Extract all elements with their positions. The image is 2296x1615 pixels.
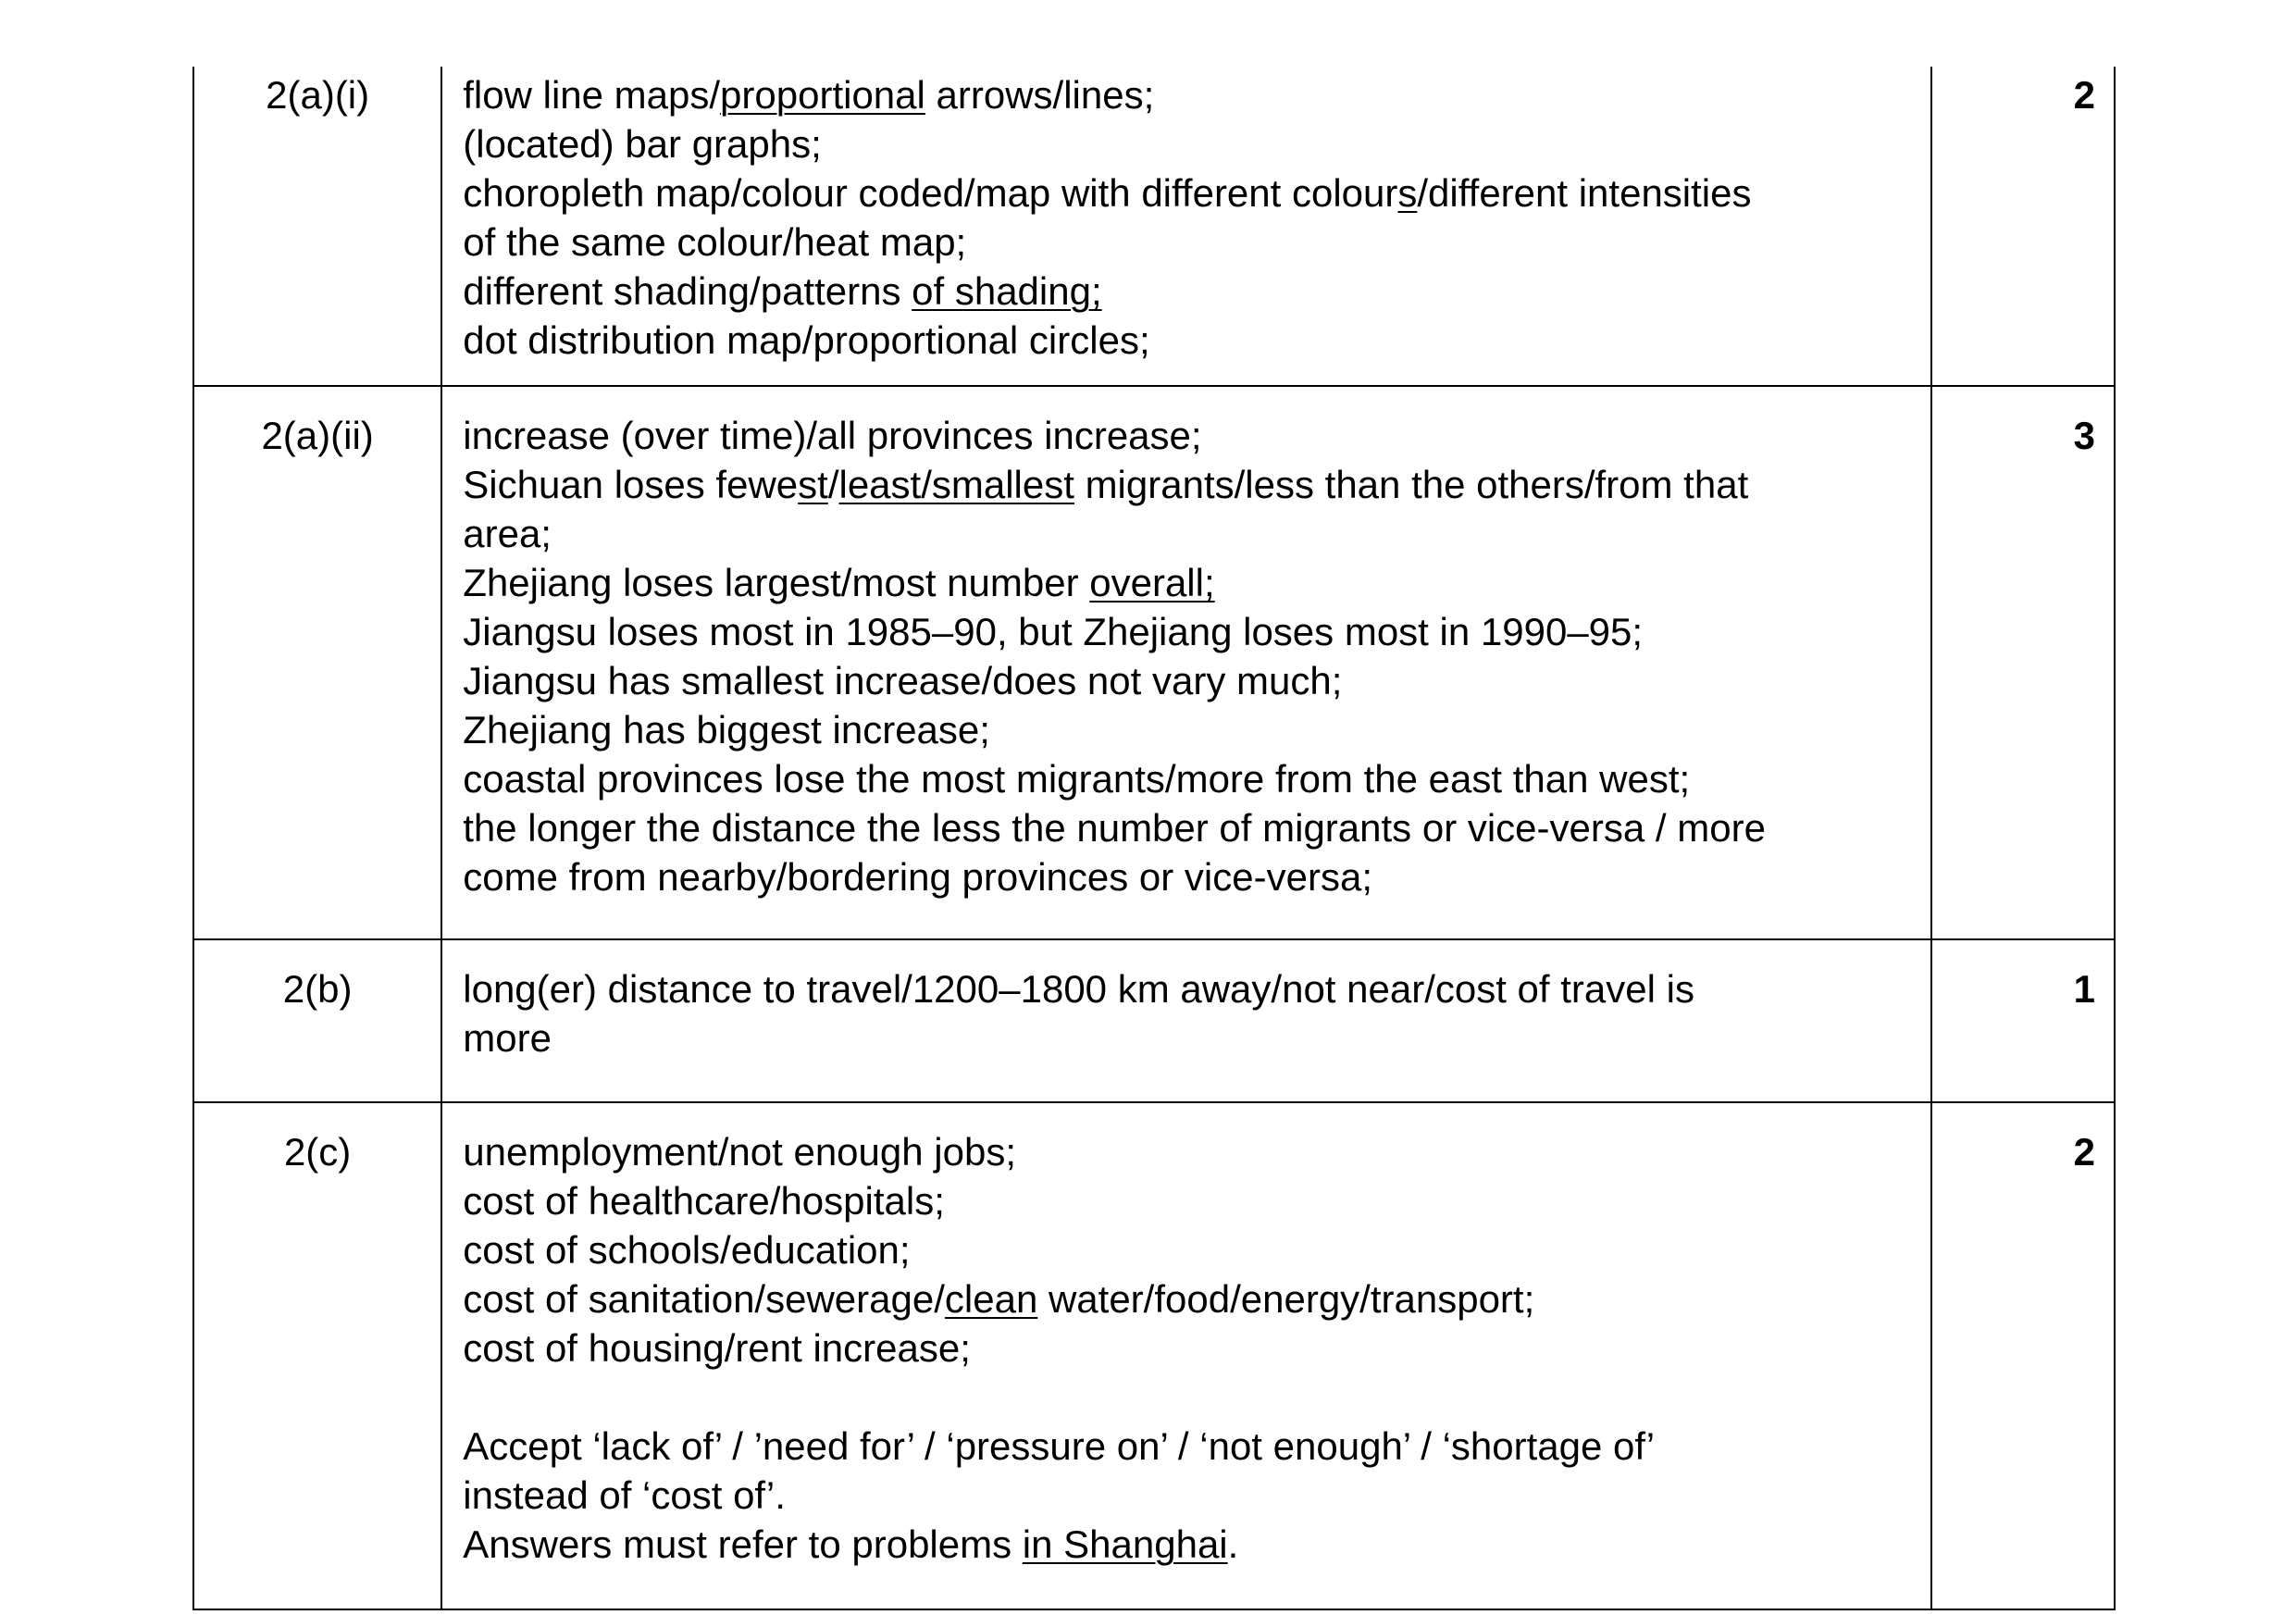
underlined-text: s: [1397, 171, 1418, 215]
answer-line: [463, 558, 1910, 607]
answer-line: [463, 119, 1910, 168]
answer-text: unemployment/not enough jobs;: [463, 1130, 1016, 1174]
answer-line: [463, 509, 1910, 558]
answer-text: more: [463, 1016, 552, 1060]
answer-text: /different intensities: [1417, 171, 1752, 215]
underlined-text: least/smallest: [838, 463, 1074, 506]
answer-line: [463, 705, 1910, 754]
answer-text: cost of healthcare/hospitals;: [463, 1179, 945, 1223]
marks-value: 2: [1931, 1102, 2115, 1609]
answer-line: [463, 70, 1910, 119]
answer-text: instead of ‘cost of’.: [463, 1473, 786, 1517]
answer-line: [463, 1013, 1910, 1062]
question-number: 2(b): [193, 939, 441, 1102]
question-number: 2(c): [193, 1102, 441, 1609]
answer-text: area;: [463, 512, 552, 555]
answer-line: [463, 803, 1910, 852]
answer-text: the longer the distance the less the number of migrants or vice-versa / more: [463, 806, 1766, 850]
answer-text: Accept ‘lack of’ / ’need for’ / ‘pressure on’ / ‘not enough’ / ‘shortage of’: [463, 1424, 1656, 1468]
underlined-text: st: [798, 463, 828, 506]
answer-text: dot distribution map/proportional circles;: [463, 318, 1150, 362]
answer-text: increase (over time)/all provinces increase;: [463, 414, 1202, 457]
underlined-text: in Shanghai: [1022, 1522, 1228, 1566]
blank-line: [463, 1373, 1910, 1422]
answer-line: [463, 852, 1910, 901]
answer-line: [463, 754, 1910, 803]
answer-line: [463, 1471, 1910, 1520]
answer-text: come from nearby/bordering provinces or vice-versa;: [463, 855, 1372, 899]
answer-text: different shading/patterns: [463, 269, 912, 313]
mark-scheme-row: [193, 939, 2115, 1102]
answer-cell: [441, 386, 1931, 939]
underlined-text: clean: [944, 1277, 1038, 1321]
question-number: 2(a)(ii): [193, 386, 441, 939]
mark-scheme-row: [193, 386, 2115, 939]
answer-text: Answers must refer to problems: [463, 1522, 1023, 1566]
answer-line: [463, 460, 1910, 509]
mark-scheme-row: [193, 1102, 2115, 1609]
answer-line: [463, 1274, 1910, 1323]
answer-line: [463, 607, 1910, 656]
answer-text: cost of housing/rent increase;: [463, 1326, 971, 1370]
answer-line: [463, 217, 1910, 267]
answer-text: arrows/lines;: [925, 73, 1155, 117]
answer-text: cost of sanitation/sewerage/: [463, 1277, 945, 1321]
answer-text: water/food/energy/transport;: [1037, 1277, 1535, 1321]
answer-text: Jiangsu loses most in 1985–90, but Zhejiang loses most in 1990–95;: [463, 610, 1644, 653]
underlined-text: overall;: [1089, 561, 1215, 604]
marks-value: 3: [1931, 386, 2115, 939]
answer-cell: [441, 1102, 1931, 1609]
answer-text: of the same colour/heat map;: [463, 220, 967, 264]
answer-text: choropleth map/colour coded/map with different colour: [463, 171, 1398, 215]
marks-value: 1: [1931, 939, 2115, 1102]
underlined-text: of shading;: [912, 269, 1102, 313]
answer-cell: [441, 67, 1931, 386]
answer-line: [463, 1422, 1910, 1471]
mark-scheme-table: [192, 67, 2116, 1610]
answer-line: [463, 1225, 1910, 1274]
answer-line: [463, 1323, 1910, 1373]
answer-text: /: [827, 463, 839, 506]
answer-line: [463, 168, 1910, 217]
answer-text: cost of schools/education;: [463, 1228, 911, 1272]
answer-line: [463, 1127, 1910, 1176]
answer-text: flow line maps/: [463, 73, 721, 117]
answer-text: coastal provinces lose the most migrants/more from the east than west;: [463, 757, 1691, 801]
answer-line: [463, 964, 1910, 1013]
answer-text: Zhejiang loses largest/most number: [463, 561, 1090, 604]
mark-scheme-row: [193, 67, 2115, 386]
answer-text: (located) bar graphs;: [463, 122, 822, 166]
answer-text: Jiangsu has smallest increase/does not vary much;: [463, 659, 1343, 702]
answer-text: Zhejiang has biggest increase;: [463, 708, 990, 752]
answer-line: [463, 656, 1910, 705]
answer-line: [463, 316, 1910, 365]
answer-text: .: [1227, 1522, 1239, 1566]
answer-line: [463, 1520, 1910, 1569]
answer-line: [463, 1176, 1910, 1225]
answer-text: migrants/less than the others/from that: [1074, 463, 1749, 506]
answer-line: [463, 411, 1910, 460]
marks-value: 2: [1931, 67, 2115, 386]
answer-line: [463, 267, 1910, 316]
answer-text: long(er) distance to travel/1200–1800 km away/not near/cost of travel is: [463, 967, 1694, 1011]
answer-text: Sichuan loses fewe: [463, 463, 799, 506]
question-number: 2(a)(i): [193, 67, 441, 386]
underlined-text: proportional: [720, 73, 925, 117]
answer-cell: [441, 939, 1931, 1102]
